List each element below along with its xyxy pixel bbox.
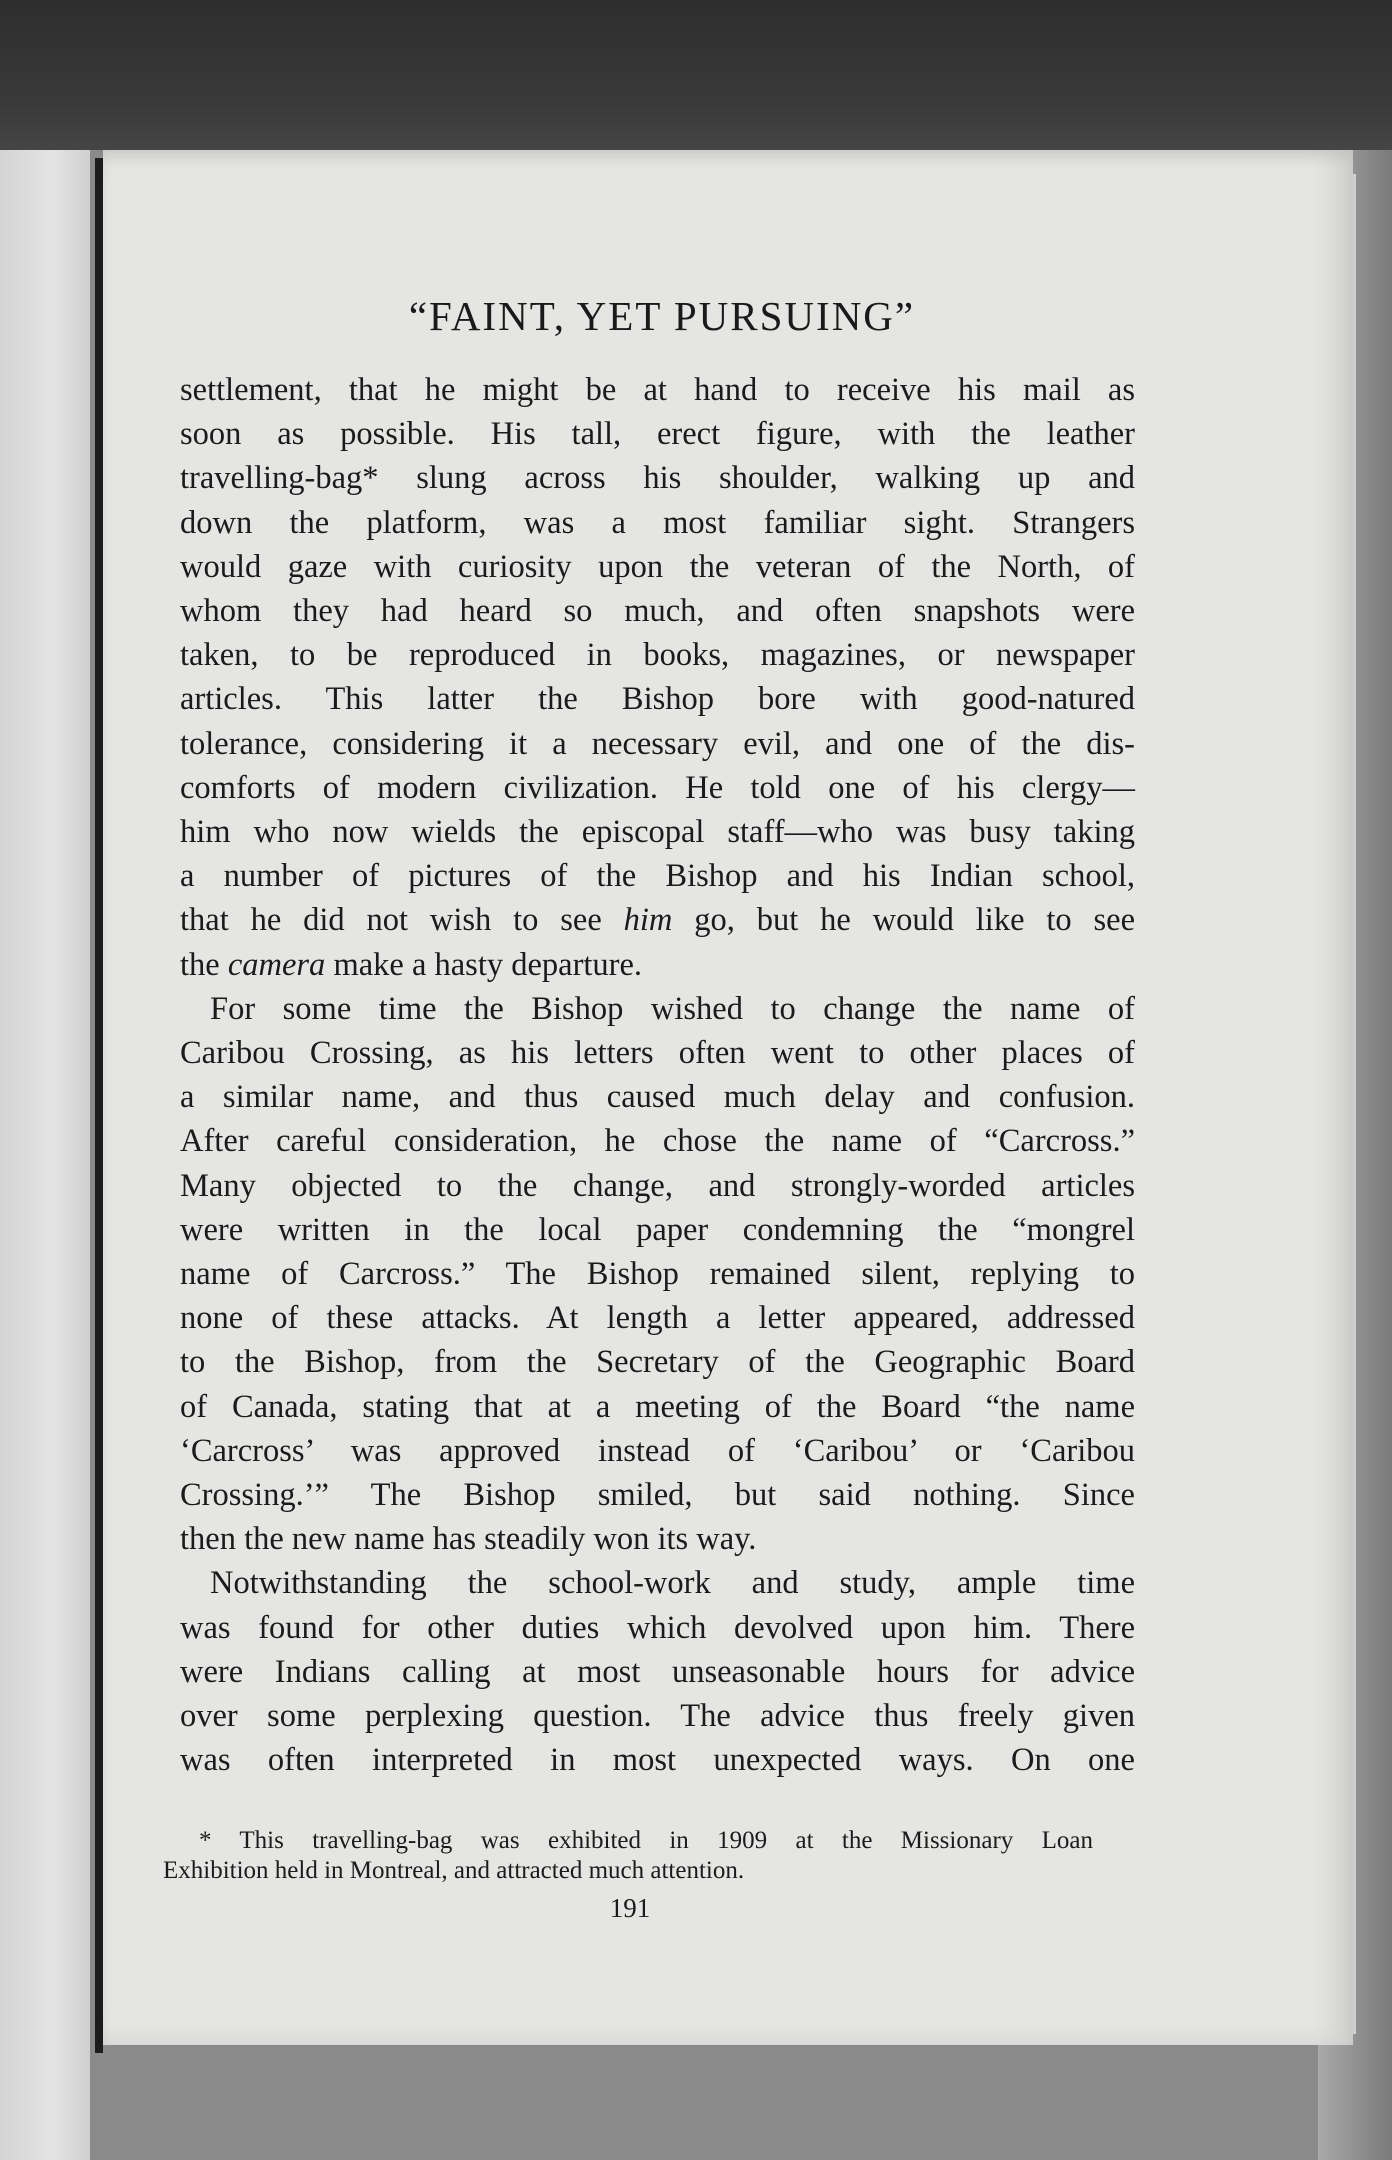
text-line: of Canada, stating that at a meeting of the Board “the name xyxy=(180,1388,1135,1425)
text-line: soon as possible. His tall, erect figure, with the leather xyxy=(180,416,1135,453)
body-text xyxy=(180,368,1135,1783)
text-line: to the Bishop, from the Secretary of the Geographic Board xyxy=(180,1344,1135,1381)
text-line: settlement, that he might be at hand to receive his mail as xyxy=(180,372,1135,408)
book-gutter xyxy=(95,158,103,2053)
text-line: travelling-bag* slung across his shoulder, walking up and xyxy=(180,460,1135,497)
text-line: over some perplexing question. The advice thus freely given xyxy=(180,1698,1135,1735)
text-line: was found for other duties which devolved upon him. There xyxy=(180,1609,1135,1646)
text-line: Notwithstanding the school-work and study, ample time xyxy=(210,1565,1135,1602)
text-line: Crossing.’” The Bishop smiled, but said nothing. Since xyxy=(180,1477,1135,1514)
text-run: go, but he would like to see xyxy=(672,902,1135,939)
text-line: would gaze with curiosity upon the veteran of the North, of xyxy=(180,548,1135,585)
footnote xyxy=(163,1826,1093,1886)
text-line: articles. This latter the Bishop bore with good-natured xyxy=(180,681,1135,718)
text-line: none of these attacks. At length a letter appeared, addressed xyxy=(180,1300,1135,1337)
text-line: then the new name has steadily won its way. xyxy=(180,1521,757,1558)
footnote-line: Exhibition held in Montreal, and attracted much attention. xyxy=(163,1857,745,1884)
text-line-mixed xyxy=(180,898,1135,942)
page-number: 191 xyxy=(609,1893,651,1923)
text-line: tolerance, considering it a necessary evil, and one of the dis- xyxy=(180,725,1135,762)
text-line: a similar name, and thus caused much delay and confusion. xyxy=(180,1079,1135,1116)
text-line: Many objected to the change, and strongly-worded articles xyxy=(180,1167,1135,1204)
text-line-mixed xyxy=(180,943,1135,987)
text-line: Caribou Crossing, as his letters often went to other places of xyxy=(180,1035,1135,1072)
text-line: ‘Carcross’ was approved instead of ‘Caribou’ or ‘Caribou xyxy=(180,1432,1135,1469)
text-line: comforts of modern civilization. He told one of his clergy— xyxy=(180,769,1135,806)
text-line: was often interpreted in most unexpected ways. On one xyxy=(180,1742,1135,1779)
running-head: “FAINT, YET PURSUING” xyxy=(408,293,916,339)
text-run: that he did not wish to see xyxy=(180,902,624,939)
text-line: taken, to be reproduced in books, magazines, or newspaper xyxy=(180,637,1135,674)
text-run: the xyxy=(180,946,228,983)
text-line: For some time the Bishop wished to change the name of xyxy=(210,990,1135,1027)
italic-text-run: him xyxy=(623,902,673,939)
italic-text-run: camera xyxy=(227,946,326,983)
text-line: down the platform, was a most familiar sight. Strangers xyxy=(180,504,1135,541)
text-line: whom they had heard so much, and often snapshots were xyxy=(180,593,1135,630)
text-line: him who now wields the episcopal staff—who was busy taking xyxy=(180,814,1135,851)
text-run: make a hasty departure. xyxy=(325,946,643,983)
text-line: were written in the local paper condemning the “mongrel xyxy=(180,1211,1135,1248)
text-line: After careful consideration, he chose the name of “Carcross.” xyxy=(180,1123,1135,1160)
scanner-background-top xyxy=(0,0,1392,150)
footnote-line: * This travelling-bag was exhibited in 1909 at the Missionary Loan xyxy=(199,1827,1093,1854)
text-line: a number of pictures of the Bishop and his Indian school, xyxy=(180,858,1135,895)
text-line: were Indians calling at most unseasonable hours for advice xyxy=(180,1653,1135,1690)
facing-page-edge xyxy=(0,150,90,2160)
text-line: name of Carcross.” The Bishop remained silent, replying to xyxy=(180,1256,1135,1293)
